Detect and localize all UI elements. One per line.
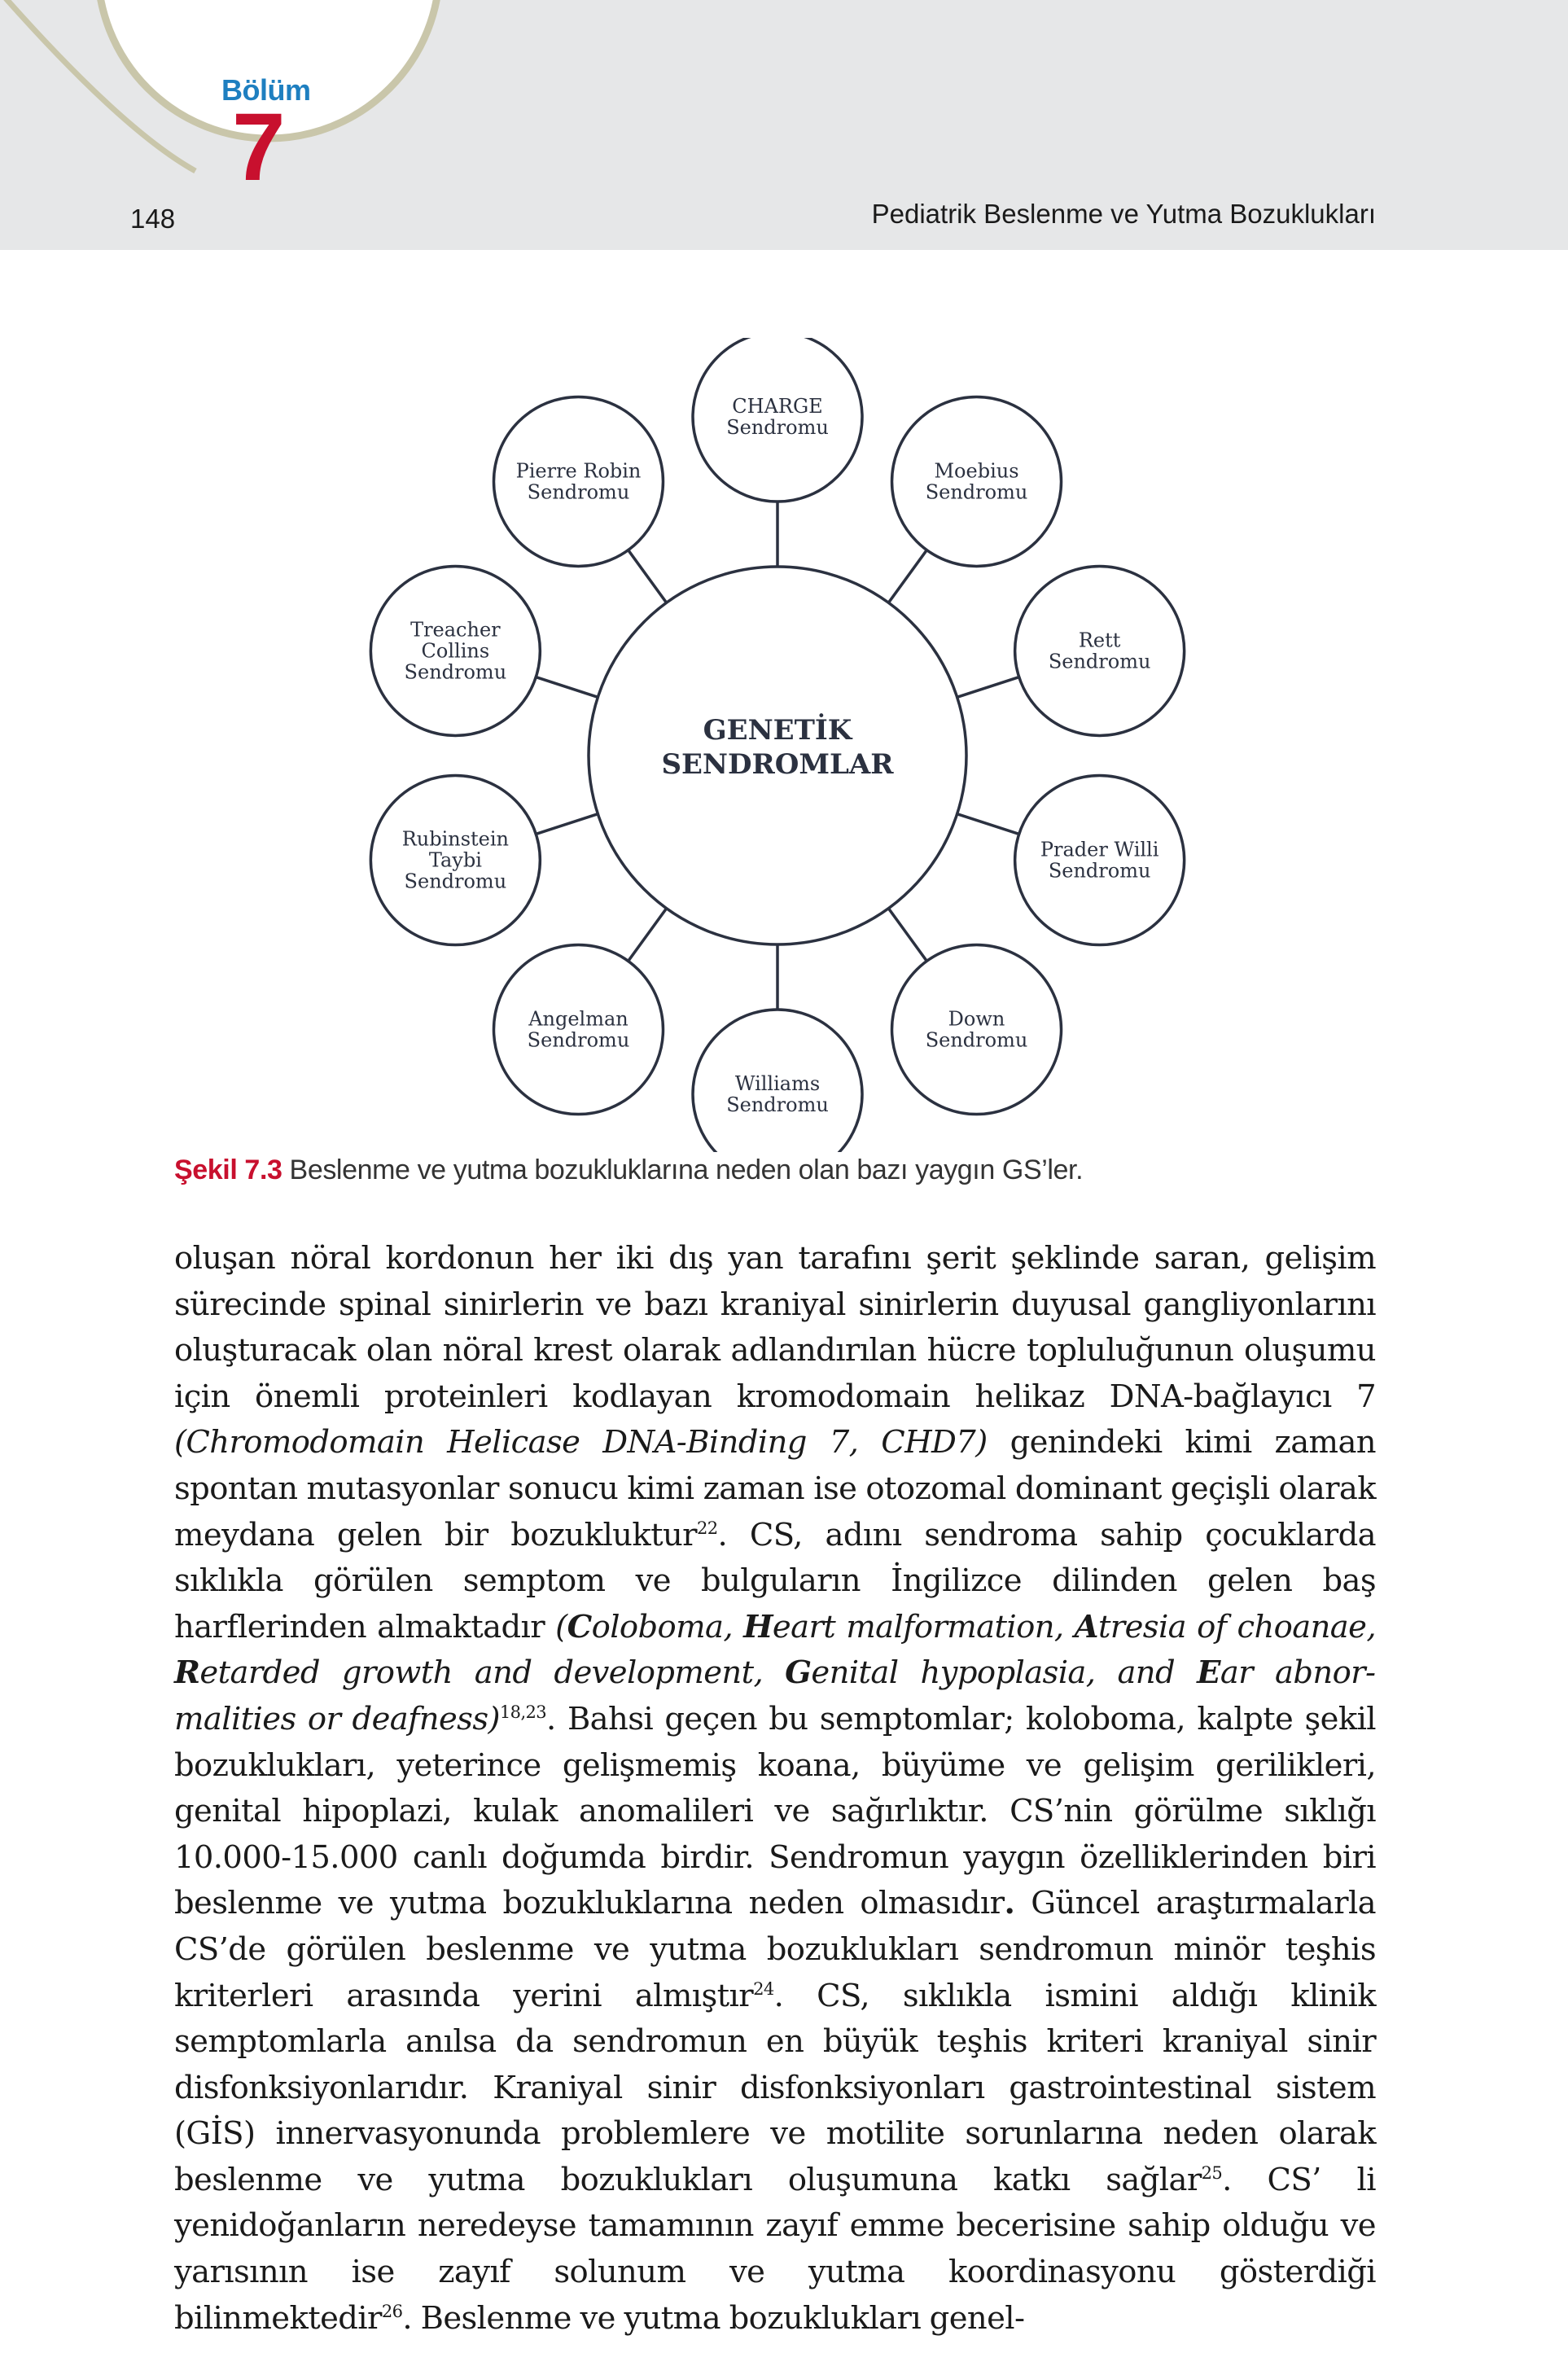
acronym-word: enital hypoplasia, and — [811, 1654, 1198, 1692]
syndrome-node-label: Rubinstein — [401, 827, 510, 851]
body-text-run: Güncel araştırmalarla CS’de görülen beslenme ve yutma bozuklukları sendromun minör teşhis kriterleri arasında yerini almıştır — [174, 1885, 1377, 2014]
reference-superscript: 26 — [381, 2301, 403, 2321]
reference-superscript: 24 — [753, 1978, 774, 1999]
body-text-run: . CS, sıklıkla ismini aldığı klinik semptomlarla anılsa da sendromun en büyük teşhis kriteri kraniyal sinir disfonksiyonlarıdır. Kraniyal sinir disfonksiyonları gastrointestinal sistem (GİS) innervasyonunda problemlere ve motilite sorunlarına neden olarak beslenme ve yutma bozuklukları oluşumuna katkı sağlar — [174, 1977, 1377, 2198]
page-header — [0, 0, 1568, 250]
body-text-bold-dot: . — [1004, 1885, 1015, 1922]
syndrome-node-label: Prader Willi — [1040, 838, 1159, 861]
page-number: 148 — [130, 204, 176, 234]
syndrome-node-label: Sendromu — [1048, 650, 1151, 673]
acronym-word: eart malformation, — [772, 1608, 1075, 1645]
connector-line — [957, 677, 1019, 698]
acronym-paren: ( — [555, 1608, 567, 1645]
body-text-run: . CS, adını sendroma sahip çocuklarda sıklıkla görülen semptom ve bulguların İngilizce dilinden gelen baş harflerinden almaktadır — [174, 1516, 1377, 1645]
reference-superscript: 22 — [696, 1518, 718, 1538]
acronym-letter: C — [567, 1608, 592, 1645]
figure-caption — [174, 1155, 1083, 1186]
syndrome-node-label: Pierre Robin — [515, 459, 642, 483]
body-text-run: . Beslenme ve yutma bozuklukları genel- — [402, 2299, 1025, 2337]
body-paragraph — [174, 1236, 1376, 2342]
body-text-run: . Bahsi geçen bu semptomlar; koloboma, kalpte şekil bozuklukları, yeterince gelişmemiş koana, büyüme ve gelişim gerilikleri, genital hipoplazi, kulak anomalileri ve sağırlıktır. CS’nin görülme sıklığı 10.000-15.000 canlı doğumda birdir. Sendromun yaygın özelliklerinden biri beslenme ve yutma bozukluklarına neden olmasıdır — [174, 1700, 1376, 1922]
syndrome-node-label: Moebius — [934, 459, 1019, 483]
chapter-label: Bölüm — [221, 73, 311, 107]
syndrome-node-label: Rett — [1078, 629, 1121, 652]
center-label: GENETİK — [703, 714, 852, 747]
syndrome-node-label: Williams — [734, 1072, 821, 1095]
syndrome-node-label: CHARGE — [732, 395, 823, 418]
syndrome-node-label: Sendromu — [925, 1028, 1028, 1052]
syndrome-node-label: Sendromu — [1048, 859, 1151, 883]
syndrome-node-label: Sendromu — [925, 480, 1028, 504]
body-text-run: oluşan nöral kordonun her iki dış yan tarafını şerit şeklinde saran, gelişim sürecinde spinal sinirlerin ve bazı kraniyal sinirlerin duyusal gangliyonlarını oluşturacak olan nöral krest olarak adlandırılan hücre topluluğunun oluşumu için önemli proteinleri kodlayan kromodomain helikaz DNA-bağlayıcı 7 — [174, 1240, 1376, 1415]
syndrome-node-label: Angelman — [528, 1007, 629, 1031]
figure-caption-text: Beslenme ve yutma bozukluklarına neden olan bazı yaygın GS’ler. — [282, 1155, 1084, 1185]
connector-line — [536, 814, 598, 835]
syndrome-node-label: Sendromu — [404, 660, 507, 684]
syndrome-node-label: Sendromu — [404, 870, 507, 893]
connector-line — [629, 909, 667, 962]
chapter-number: 7 — [232, 94, 286, 201]
acronym-letter: R — [174, 1654, 200, 1692]
connector-line — [536, 677, 598, 698]
acronym-word: etarded growth and development, — [199, 1654, 786, 1692]
acronym-word: tresia of choanae, — [1097, 1608, 1376, 1645]
connector-line — [888, 550, 926, 603]
connector-line — [957, 814, 1019, 835]
connector-line — [888, 909, 926, 962]
figure-caption-label: Şekil 7.3 — [174, 1155, 283, 1185]
connector-line — [629, 550, 667, 603]
body-text-run: . CS’ li yenidoğanların neredeyse tamamının zayıf emme becerisine sahip olduğu ve yarısının ise zayıf solunum ve yutma koordinasyonu gösterdiği bilinmektedir — [174, 2161, 1376, 2337]
syndrome-node-label: Taybi — [428, 848, 482, 872]
body-text-italic: (Chromodomain Helicase DNA-Binding 7, CHD7) — [174, 1424, 988, 1461]
reference-superscript: 25 — [1201, 2163, 1223, 2184]
acronym-letter: G — [785, 1654, 812, 1692]
acronym-word: ar abnormalities or deafness) — [174, 1654, 1377, 1737]
diagram-canvas — [342, 338, 1221, 1152]
acronym-letter: A — [1074, 1608, 1098, 1645]
syndrome-node-label: Treacher — [410, 618, 501, 642]
syndrome-node-label: Sendromu — [527, 480, 630, 504]
genetic-syndromes-diagram — [342, 338, 1221, 1152]
acronym-word: oloboma, — [591, 1608, 744, 1645]
running-title: Pediatrik Beslenme ve Yutma Bozuklukları — [871, 199, 1376, 229]
reference-superscript: 18,23 — [499, 1702, 547, 1723]
body-text-run: genindeki kimi zaman spontan mutasyonlar sonucu kimi zaman ise otozomal dominant geçişli olarak meydana gelen bir bozukluktur — [174, 1424, 1377, 1553]
acronym-letter: E — [1197, 1654, 1220, 1692]
acronym-letter: H — [743, 1608, 773, 1645]
syndrome-node-label: Sendromu — [726, 416, 829, 439]
syndrome-node-label: Sendromu — [726, 1093, 829, 1116]
syndrome-node-label: Down — [948, 1007, 1005, 1031]
syndrome-node-label: Sendromu — [527, 1028, 630, 1052]
syndrome-node-label: Collins — [421, 639, 490, 663]
center-label: SENDROMLAR — [661, 748, 894, 781]
